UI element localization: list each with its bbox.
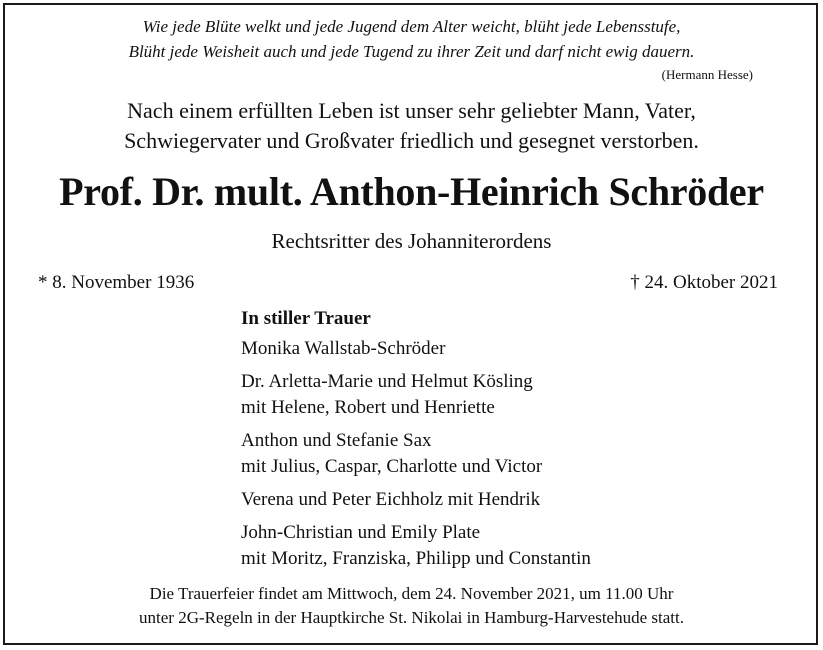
deceased-name: Prof. Dr. mult. Anthon-Heinrich Schröder bbox=[59, 169, 764, 214]
mourner-group bbox=[241, 428, 591, 480]
mourner-group bbox=[241, 369, 591, 421]
intro-line-2: Schwiegervater und Großvater friedlich und gesegnet verstorben. bbox=[124, 128, 699, 153]
mourner-group bbox=[241, 336, 591, 362]
poem-author: (Hermann Hesse) bbox=[661, 67, 753, 82]
birth-date: * 8. November 1936 bbox=[38, 272, 195, 293]
intro-line-1: Nach einem erfüllten Leben ist unser sehr geliebter Mann, Vater, bbox=[127, 98, 696, 123]
poem-line-2: Blüht jede Weisheit auch und jede Tugend zu ihrer Zeit und darf nicht ewig dauern. bbox=[128, 42, 695, 61]
funeral-info-line-1: Die Trauerfeier findet am Mittwoch, dem 24. November 2021, um 11.00 Uhr bbox=[149, 584, 674, 603]
mourners-list bbox=[241, 306, 591, 579]
death-date: † 24. Oktober 2021 bbox=[630, 272, 778, 293]
mourners-heading: In stiller Trauer bbox=[241, 308, 371, 329]
deceased-title: Rechtsritter des Johanniterordens bbox=[271, 229, 552, 253]
mourner-line: Dr. Arletta-Marie und Helmut Kösling bbox=[241, 371, 533, 392]
mourner-line: Verena und Peter Eichholz mit Hendrik bbox=[241, 489, 541, 510]
mourner-group bbox=[241, 487, 591, 513]
mourner-line: John-Christian und Emily Plate bbox=[241, 522, 481, 543]
mourner-line: mit Moritz, Franziska, Philipp und Constantin bbox=[241, 548, 591, 569]
mourner-group bbox=[241, 520, 591, 572]
mourner-line: mit Julius, Caspar, Charlotte und Victor bbox=[241, 456, 543, 477]
mourner-line: Monika Wallstab-Schröder bbox=[241, 338, 446, 359]
mourner-line: Anthon und Stefanie Sax bbox=[241, 430, 432, 451]
funeral-info-line-2: unter 2G-Regeln in der Hauptkirche St. Nikolai in Hamburg-Harvestehude statt. bbox=[139, 608, 684, 627]
poem-line-1: Wie jede Blüte welkt und jede Jugend dem Alter weicht, blüht jede Lebensstufe, bbox=[142, 17, 681, 36]
mourner-line: mit Helene, Robert und Henriette bbox=[241, 397, 495, 418]
